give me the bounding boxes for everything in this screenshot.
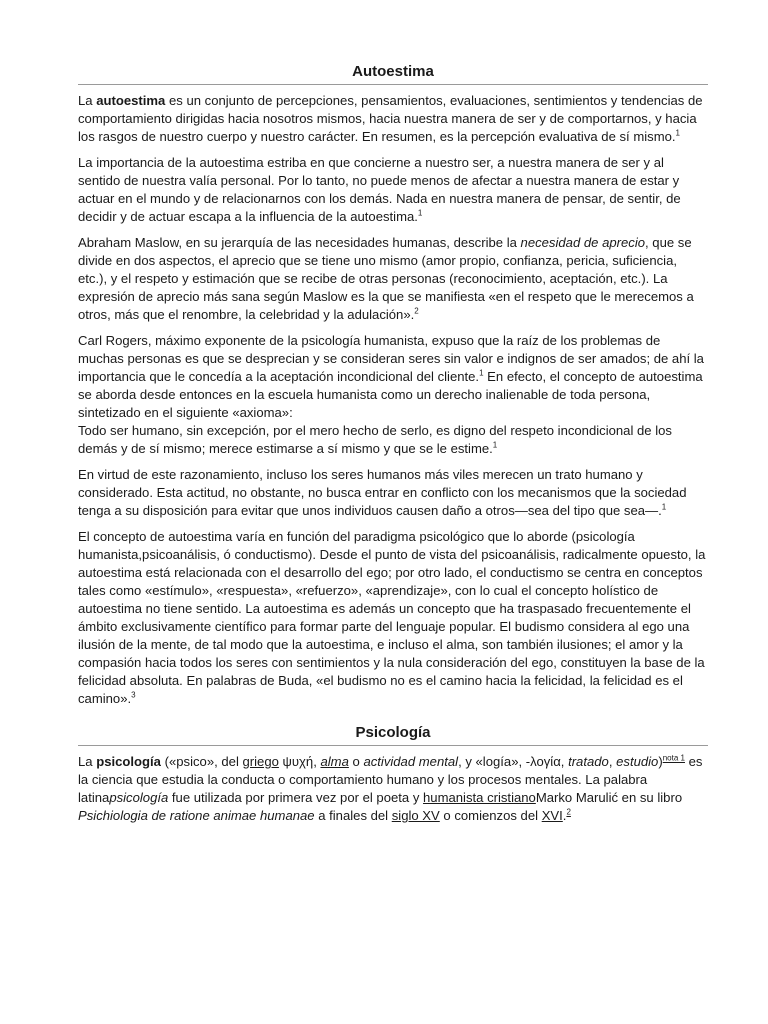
text: en su libro [618, 790, 683, 805]
footnote-ref[interactable]: 2 [414, 306, 419, 316]
text: Marko Marulić [535, 790, 619, 805]
text: El concepto de autoestima varía en función del paradigma psicológico que lo aborde (psicología humanista,psicoanálisis, ó conductismo). Desde el punto de vista del psicoanálisis, radicalmente opuesto, la autoestima está relacionada con el desarrollo del ego; por otro lado, el conductismo se centra en conceptos tales como «estímulo», «respuesta», «refuerzo», «aprendizaje», con lo cual el concepto holístico de autoestima no tiene sentido. La autoestima es además un concepto que ha traspasado frecuentemente el ámbito exclusivamente científico para formar parte del lenguaje popular. El budismo considera al ego una ilusión de la mente, de tal modo que la autoestima, e incluso el alma, son también ilusiones; el amor y la compasión hacia todos los seres con sentimientos y la nula consideración del ego, constituyen la base de la felicidad absoluta. En palabras de Buda, «el budismo no es el camino hacia la felicidad, la felicidad es el camino». [78, 529, 706, 706]
text: ψυχή, [278, 754, 321, 769]
italic-term: actividad mental [363, 754, 459, 769]
paragraph-definition [78, 92, 708, 146]
axiom-text: Todo ser humano, sin excepción, por el mero hecho de serlo, es digno del respeto incondicional de los demás y de sí mismo; merece estimarse a sí mismo y que se le estime. [78, 423, 672, 456]
text: es la ciencia que estudia la conducta o comportamiento humano y los procesos mentales. La palabra latina [78, 754, 703, 805]
text: En efecto, el concepto de autoestima se aborda desde entonces en la escuela humanista como un derecho inalienable de toda persona, sintetizado en el siguiente «axioma»: [78, 369, 703, 420]
footnote-ref[interactable]: 3 [131, 690, 136, 700]
footnote-ref[interactable]: 1 [492, 440, 498, 450]
paragraph-psicologia [78, 753, 708, 825]
paragraph-paradigms [78, 528, 708, 708]
italic-term: estudio [616, 754, 659, 769]
section-psicologia [78, 723, 708, 825]
text: fue utilizada por primera vez por el poeta y [168, 790, 424, 805]
text: . [562, 808, 567, 823]
text: Carl Rogers, máximo exponente de la psicología humanista, expuso que la raíz de los problemas de muchas personas es que se desprecian y se consideran seres sin valor e indignos de ser amados; de ahí la importancia que le concedía a la aceptación incondicional del cliente. [78, 333, 704, 384]
bold-term: psicología [96, 754, 161, 769]
text: La importancia de la autoestima estriba en que concierne a nuestro ser, a nuestra manera de ser y al sentido de nuestra valía personal. Por lo tanto, no puede menos de afectar a nuestra manera de estar y actuar en el mundo y de relacionarnos con los demás. Nada en nuestra manera de pensar, de sentir, de decidir y de actuar escapa a la influencia de la autoestima. [78, 155, 681, 224]
italic-term: psicología [109, 790, 169, 805]
bold-term: autoestima [96, 93, 166, 108]
text: , [608, 754, 617, 769]
footnote-ref[interactable]: 1 [661, 502, 667, 512]
footnote-ref[interactable]: 1 [417, 208, 423, 218]
text: En virtud de este razonamiento, incluso los seres humanos más viles merecen un trato humano y considerado. Esta actitud, no obstante, no busca entrar en conflicto con los mecanismos que la sociedad tenga a su disposición para evitar que unos individuos causen daño a otros—sea del tipo que sea—. [78, 467, 687, 518]
note-link[interactable]: nota 1 [662, 753, 685, 763]
link-siglo-xv[interactable]: siglo XV [391, 808, 440, 823]
text: La [78, 754, 97, 769]
text: o comienzos del [439, 808, 542, 823]
text: o [348, 754, 364, 769]
section-heading-autoestima: Autoestima [78, 62, 708, 85]
paragraph-reasoning [78, 466, 708, 520]
paragraph-rogers [78, 332, 708, 458]
footnote-ref[interactable]: 1 [675, 128, 680, 138]
document-page [78, 62, 708, 833]
paragraph-maslow [78, 234, 708, 324]
text: Abraham Maslow, en su jerarquía de las necesidades humanas, describe la [78, 235, 521, 250]
link-alma[interactable]: alma [320, 754, 349, 769]
text: La [78, 93, 97, 108]
link-humanista-cristiano[interactable]: humanista cristiano [423, 790, 536, 805]
link-griego[interactable]: griego [242, 754, 279, 769]
text: a finales del [314, 808, 392, 823]
italic-term: necesidad de aprecio [520, 235, 646, 250]
text: («psico», del [160, 754, 243, 769]
text: , que se divide en dos aspectos, el aprecio que se tiene uno mismo (amor propio, confianza, pericia, suficiencia, etc.), y el respeto y estimación que se recibe de otras personas (reconocimiento, aceptación, etc.). La expresión de aprecio más sana según Maslow es la que se manifiesta «en el respeto que le merecemos a otros, más que el renombre, la celebridad y la adulación». [78, 235, 694, 322]
section-autoestima [78, 62, 708, 708]
book-title: Psichiologia de ratione animae humanae [78, 808, 315, 823]
text: es un conjunto de percepciones, pensamientos, evaluaciones, sentimientos y tendencias de comportamiento dirigidas hacia nosotros mismos, hacia nuestra manera de ser y de comportarnos, y hacia los rasgos de nuestro cuerpo y nuestro carácter. En resumen, es la percepción evaluativa de sí mismo. [78, 93, 703, 144]
paragraph-importance [78, 154, 708, 226]
link-xvi[interactable]: XVI [541, 808, 563, 823]
footnote-ref[interactable]: 2 [566, 807, 571, 817]
section-heading-psicologia: Psicología [78, 723, 708, 746]
text: ) [658, 754, 663, 769]
footnote-ref[interactable]: 1 [479, 368, 484, 378]
text: , y «logía», -λογία, [458, 754, 569, 769]
italic-term: tratado [568, 754, 609, 769]
